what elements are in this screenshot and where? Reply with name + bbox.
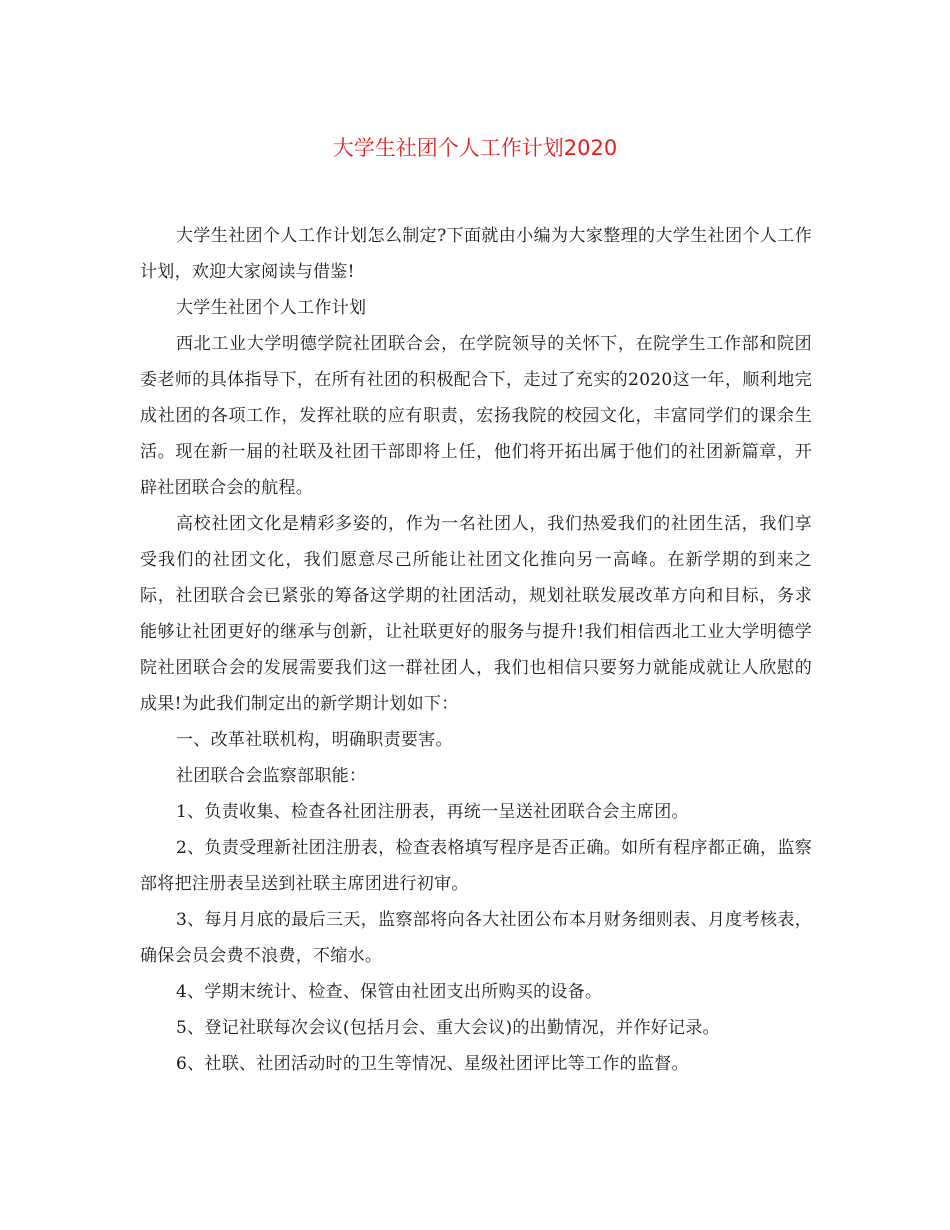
list-item-6: 6、社联、社团活动时的卫生等情况、星级社团评比等工作的监督。	[176, 1054, 689, 1074]
document-title: 大学生社团个人工作计划2020	[332, 136, 618, 160]
paragraph-culture: 高校社团文化是精彩多姿的，作为一名社团人，我们热爱我们的社团生活，我们享受我们的社团文化，我们愿意尽己所能让社团文化推向另一高峰。在新学期的到来之际，社团联合会已紧张的筹备这学期的社团活动，规划社联发展改革方向和目标，务求能够让社团更好的继承与创新，让社联更好的服务与提升!我们相信西北工业大学明德学院社团联合会的发展需要我们这一群社团人，我们也相信只要努力就能成就让人欣慰的成果!为此我们制定出的新学期计划如下：	[140, 514, 812, 714]
document-body	[140, 218, 812, 1082]
list-item-1: 1、负责收集、检查各社团注册表，再统一呈送社团联合会主席团。	[176, 802, 689, 822]
paragraph-subtitle: 大学生社团个人工作计划	[176, 298, 367, 318]
paragraph-department-heading: 社团联合会监察部职能：	[176, 766, 367, 786]
list-item-2: 2、负责受理新社团注册表，检查表格填写程序是否正确。如所有程序都正确，监察部将把注册表呈送到社联主席团进行初审。	[140, 838, 812, 894]
list-item-3: 3、每月月底的最后三天，监察部将向各大社团公布本月财务细则表、月度考核表，确保会员会费不浪费，不缩水。	[140, 910, 812, 966]
list-item-5: 5、登记社联每次会议(包括月会、重大会议)的出勤情况，并作好记录。	[176, 1018, 720, 1038]
paragraph-section-heading: 一、改革社联机构，明确职责要害。	[176, 730, 453, 750]
paragraph-intro: 大学生社团个人工作计划怎么制定?下面就由小编为大家整理的大学生社团个人工作计划，欢迎大家阅读与借鉴!	[140, 226, 812, 282]
paragraph-overview: 西北工业大学明德学院社团联合会，在学院领导的关怀下，在院学生工作部和院团委老师的具体指导下，在所有社团的积极配合下，走过了充实的2020这一年，顺利地完成社团的各项工作，发挥社联的应有职责，宏扬我院的校园文化，丰富同学们的课余生活。现在新一届的社联及社团干部即将上任，他们将开拓出属于他们的社团新篇章，开辟社团联合会的航程。	[140, 334, 812, 498]
list-item-4: 4、学期末统计、检查、保管由社团支出所购买的设备。	[176, 982, 603, 1002]
